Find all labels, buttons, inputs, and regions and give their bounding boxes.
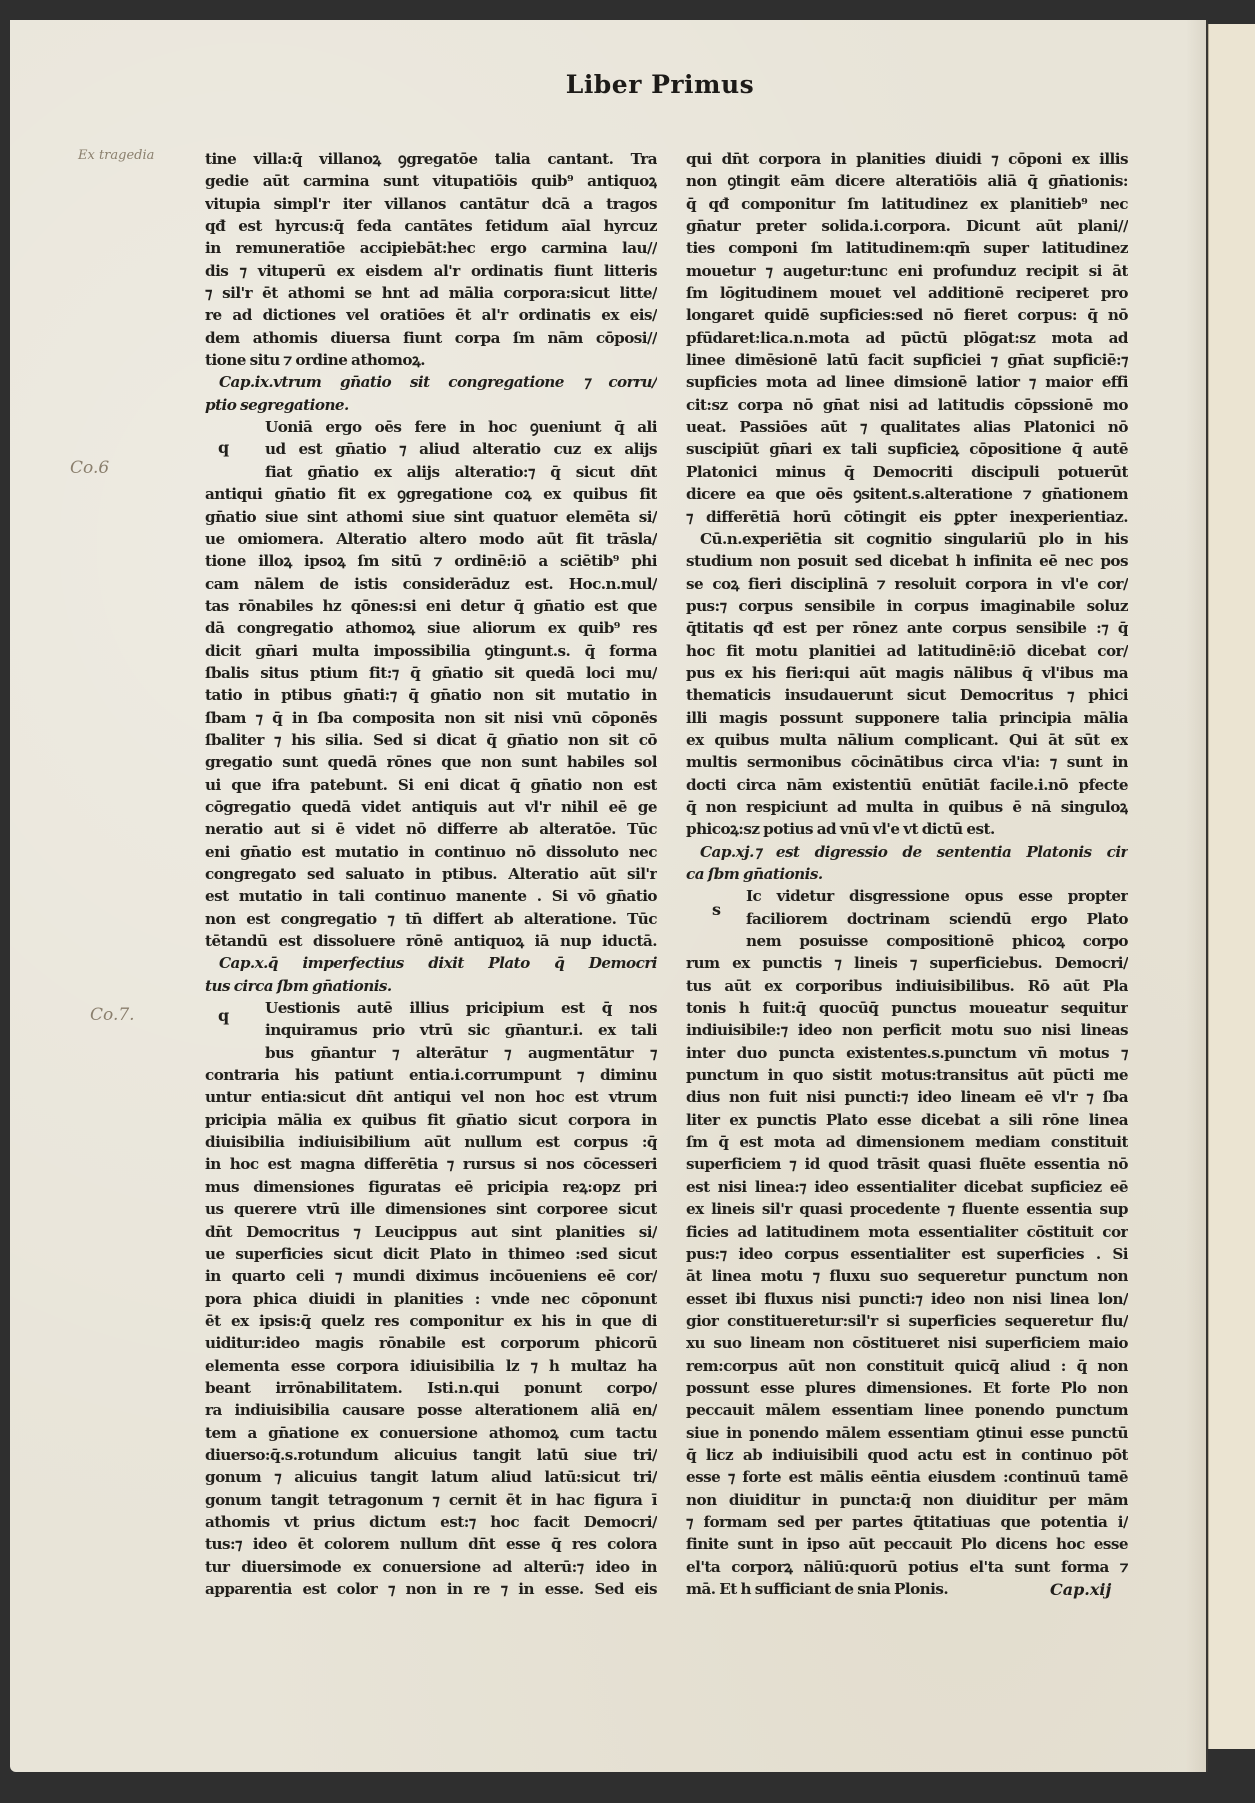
text-line: siue in ponendo mālem essentiam ꝯtinui esse punctū — [686, 1423, 1128, 1442]
text-line: dn̄t Democritus ⁊ Leucippus aut sint planities si/ — [205, 1222, 657, 1241]
text-line: Uestionis autē illius pricipium est q̄ nos — [265, 999, 657, 1018]
guide-letter-q1: q — [218, 438, 230, 457]
text-line: el'ta corporꝝ nāliū:quorū potius el'ta sunt forma ⁊ — [686, 1557, 1128, 1576]
text-line: possunt esse plures dimensiones. Et forte Plo non — [686, 1378, 1128, 1397]
text-line: esset ibi fluxus nisi puncti:⁊ ideo non nisi linea lon/ — [686, 1289, 1128, 1308]
text-line: contraria his patiunt entia.i.corrumpunt ⁊ diminu — [205, 1066, 657, 1085]
text-line: ui que ifra patebunt. Si eni dicat q̄ gn̄atio non est — [205, 775, 657, 794]
text-line: inquiramus prio vtrū sic gn̄antur.i. ex tali — [265, 1021, 657, 1040]
text-line: q̄ non respiciunt ad multa in quibus ē nā singuloꝝ — [686, 797, 1128, 816]
text-line: peccauit mālem essentiam linee ponendo punctum — [686, 1401, 1128, 1420]
text-line: tine villa:q̄ villanoꝝ ꝯgregatōe talia cantant. Tra — [205, 150, 657, 168]
running-head: Liber Primus — [565, 70, 755, 99]
text-line: est mutatio in tali continuo manente . Si vō gn̄atio — [205, 887, 657, 906]
text-line: tas rōnabiles hz qōnes:si eni detur q̄ gn̄atio est que — [205, 596, 657, 615]
text-line: ud est gn̄atio ⁊ aliud alteratio cuz ex alijs — [265, 440, 657, 459]
text-line: tem a gn̄atione ex conuersione athomoꝝ cum tactu — [205, 1423, 657, 1442]
text-line: superficiem ⁊ id quod trāsit quasi fluēte essentia nō — [686, 1155, 1128, 1174]
text-line: q̄ licz ab indiuisibili quod actu est in continuo pōt — [686, 1445, 1128, 1464]
text-line: ex quibus multa nālium complicant. Qui āt sūt ex — [686, 730, 1128, 749]
margin-note-top: Ex tragedia — [78, 148, 155, 163]
text-line: diuisibilia indiuisibilium aūt nullum est corpus :q̄ — [205, 1133, 657, 1152]
text-line: ſbam ⁊ q̄ in ſba composita non sit nisi vnū cōponēs — [205, 708, 657, 727]
left-text-column — [205, 148, 657, 1600]
text-line: gonum tangit tetragonum ⁊ cernit ēt in hac figura ī — [205, 1490, 657, 1509]
text-line: neratio aut si ē videt nō differre ab alteratōe. Tūc — [205, 820, 657, 839]
text-line: se coꝝ fieri disciplinā ⁊ resoluit corpora in vl'e cor/ — [686, 574, 1128, 593]
text-line: hoc fit motu planitiei ad latitudinē:iō dicebat cor/ — [686, 641, 1128, 660]
text-line: xu suo lineam non cōstitueret nisi superficiem maio — [686, 1334, 1128, 1353]
text-line: vitupia simpl'r iter villanos cantātur dcā a tragos — [205, 194, 657, 213]
chapter-heading-line: tus circa ſbm gn̄ationis. — [205, 976, 392, 995]
text-line: tatio in ptibus gn̄ati:⁊ q̄ gn̄atio non sit mutatio in — [205, 686, 657, 705]
text-line: pricipia mālia ex quibus fit gn̄atio sicut corpora in — [205, 1110, 657, 1129]
text-line: gior constitueretur:sil'r si superficies sequeretur flu/ — [686, 1311, 1128, 1330]
text-line: Cū.n.experiētia sit cognitio singulariū plo in his — [700, 529, 1128, 548]
text-line: cōgregatio quedā videt antiquis aut vl'r nihil eē ge — [205, 797, 657, 816]
text-line: esse ⁊ forte est mālis eēntia eiusdem :continuū tamē — [686, 1468, 1128, 1487]
text-line: gn̄atio siue sint athomi siue sint quatuor elemēta si/ — [205, 507, 657, 526]
text-line: dis ⁊ vituperū ex eisdem al'r ordinatis fiunt litteris — [205, 261, 657, 280]
text-line: tētandū est dissoluere rōnē antiquoꝝ iā nup iductā. — [205, 932, 657, 951]
text-line: inter duo puncta existentes.s.punctum vn̄ motus ⁊ — [686, 1043, 1128, 1062]
text-line: punctum in quo sistit motus:transitus aūt pūcti me — [686, 1066, 1128, 1085]
text-line: dius non fuit nisi puncti:⁊ ideo lineam eē vl'r ⁊ ſba — [686, 1088, 1128, 1107]
text-line: beant irrōnabilitatem. Isti.n.qui ponunt corpo/ — [205, 1378, 657, 1397]
gutter-shadow — [1186, 20, 1208, 1772]
text-line: dā congregatio athomoꝝ siue aliorum ex quib⁹ res — [205, 619, 657, 638]
text-line: longaret quidē supficies:sed nō fieret corpus: q̄ nō — [686, 306, 1128, 325]
text-line: non ꝯtingit eām dicere alteratiōis aliā q̄ gn̄ationis: — [686, 172, 1128, 191]
text-line: pus:⁊ ideo corpus essentialiter est superficies . Si — [686, 1244, 1128, 1263]
chapter-heading-line: ptio segregatione. — [205, 395, 349, 414]
text-line: ſbaliter ⁊ his silia. Sed si dicat q̄ gn̄atio non sit cō — [205, 730, 657, 749]
text-line: ⁊ sil'r ēt athomi se hnt ad mālia corpora:sicut litte/ — [205, 284, 657, 303]
text-line: studium non posuit sed dicebat h infinita eē nec pos — [686, 552, 1128, 571]
right-text-column — [686, 148, 1128, 1600]
text-line: pus ex his fieri:qui aūt magis nālibus q̄ vl'ibus ma — [686, 663, 1128, 682]
text-line: illi magis possunt supponere talia principia mālia — [686, 708, 1128, 727]
text-line: athomis vt prius dictum est:⁊ hoc facit Democri/ — [205, 1512, 657, 1531]
text-line: in quarto celi ⁊ mundi diximus incōueniens eē cor/ — [205, 1267, 657, 1286]
text-line: uiditur:ideo magis rōnabile est corporum phicorū — [205, 1334, 657, 1353]
text-line: phicoꝝ:sz potius ad vnū vl'e vt dictū est. — [686, 820, 995, 839]
guide-letter-s: s — [712, 900, 722, 919]
text-line: gn̄atur preter solida.i.corpora. Dicunt aūt plani// — [686, 217, 1128, 236]
text-line: antiqui gn̄atio fit ex ꝯgregatione coꝝ ex quibus fit — [205, 485, 657, 504]
text-line: cam nālem de istis considerāduz est. Hoc.n.mul/ — [205, 574, 657, 593]
chapter-heading-line: Cap.x.q̄ imperfectius dixit Plato q̄ Democri — [219, 954, 657, 973]
text-line: docti circa nām existentiū enūtiāt facile.i.nō pfecte — [686, 775, 1128, 794]
text-line: bus gn̄antur ⁊ alterātur ⁊ augmentātur ⁊ — [265, 1043, 657, 1062]
text-line: in hoc est magna differētia ⁊ rursus si nos cōcesseri — [205, 1155, 657, 1174]
text-line: finite sunt in ipso aūt peccauit Plo dicens hoc esse — [686, 1535, 1128, 1554]
text-line: fiat gn̄atio ex alijs alteratio:⁊ q̄ sicut dn̄t — [265, 462, 657, 481]
text-line: diuerso:q̄.s.rotundum alicuius tangit latū siue tri/ — [205, 1445, 657, 1464]
text-line: ex lineis sil'r quasi procedente ⁊ fluente essentia sup — [686, 1200, 1128, 1219]
text-line: suscipiūt gn̄ari ex tali supficieꝝ cōpositione q̄ autē — [686, 440, 1128, 459]
text-line: Platonici minus q̄ Democriti discipuli potuerūt — [686, 462, 1128, 481]
chapter-heading-line: Cap.xj.⁊ est digressio de sententia Platonis cir — [700, 842, 1128, 861]
text-line: qui dn̄t corpora in planities diuidi ⁊ cōponi ex illis — [686, 150, 1128, 168]
text-line: tus:⁊ ideo ēt colorem nullum dn̄t esse q̄ res colora — [205, 1535, 657, 1554]
text-line: dicere ea que oēs ꝯsitent.s.alteratione ⁊ gn̄ationem — [686, 485, 1128, 504]
text-line: apparentia est color ⁊ non in re ⁊ in esse. Sed eis — [205, 1580, 657, 1598]
text-line: mouetur ⁊ augetur:tunc eni profunduz recipit si āt — [686, 261, 1128, 280]
text-line: supficies mota ad linee dimsionē latior ⁊ maior effi — [686, 373, 1128, 392]
text-line: us querere vtrū ille dimensiones sint corporee sicut — [205, 1200, 657, 1219]
text-line: thematicis insudauerunt sicut Democritus ⁊ phici — [686, 686, 1128, 705]
text-line: ficies ad latitudinem mota essentialiter cōstituit cor — [686, 1222, 1128, 1241]
text-line: gregatio sunt quedā rōnes que non sunt habiles sol — [205, 753, 657, 772]
text-line: in remuneratiōe accipiebāt:hec ergo carmina lau// — [205, 239, 657, 258]
text-line: tione illoꝝ ipsoꝝ ſm sitū ⁊ ordinē:iō a sciētib⁹ phi — [205, 552, 657, 571]
text-line: nem posuisse compositionē phicoꝝ corpo — [746, 932, 1128, 951]
text-line: rum ex punctis ⁊ lineis ⁊ superficiebus. Democri/ — [686, 954, 1128, 973]
text-line: q̄titatis qđ est per rōnez ante corpus sensibile :⁊ q̄ — [686, 619, 1128, 638]
text-line: mā. Et h sufficiant de snia Plonis. — [686, 1580, 949, 1598]
text-line: q̄ qđ componitur ſm latitudinez ex planitieb⁹ nec — [686, 194, 1128, 213]
text-line: ue superficies sicut dicit Plato in thimeo :sed sicut — [205, 1244, 657, 1263]
text-line: ue omiomera. Alteratio altero modo aūt fit trāsla/ — [205, 529, 657, 548]
text-line: ueat. Passiōes aūt ⁊ qualitates alias Platonici nō — [686, 418, 1128, 437]
text-line: dem athomis diuersa fiunt corpa ſm nām cōposi// — [205, 328, 657, 347]
text-line: āt linea motu ⁊ fluxu suo sequeretur punctum non — [686, 1267, 1128, 1286]
text-line: ⁊ differētiā horū cōtingit eis ꝑpter inexperientiaz. — [686, 507, 1128, 526]
text-line: non est congregatio ⁊ tn̄ differt ab alteratione. Tūc — [205, 909, 657, 928]
text-line: ⁊ formam sed per partes q̄titatiuas que potentia i/ — [686, 1512, 1128, 1531]
text-line: eni gn̄atio est mutatio in continuo nō dissoluto nec — [205, 842, 657, 861]
text-line: ties componi ſm latitudinem:qm̄ super latitudinez — [686, 239, 1128, 258]
text-line: re ad dictiones vel oratiōes ēt al'r ordinatis ex eis/ — [205, 306, 657, 325]
text-line: liter ex punctis Plato esse dicebat a sili rōne linea — [686, 1110, 1128, 1129]
text-line: multis sermonibus cōcinātibus circa vl'ia: ⁊ sunt in — [686, 753, 1128, 772]
text-line: faciliorem doctrinam sciendū ergo Plato — [746, 909, 1128, 928]
text-line: Uoniā ergo oēs fere in hoc ꝯueniunt q̄ ali — [265, 418, 657, 437]
text-line: non diuiditur in puncta:q̄ non diuiditur per mām — [686, 1490, 1128, 1509]
margin-note-co6: Co.6 — [70, 458, 110, 478]
text-line: elementa esse corpora idiuisibilia lz ⁊ h multaz ha — [205, 1356, 657, 1375]
text-line: gedie aūt carmina sunt vitupatiōis quib⁹ antiquoꝝ — [205, 172, 657, 191]
text-line: indiuisibile:⁊ ideo non perficit motu suo nisi lineas — [686, 1021, 1128, 1040]
text-line: tur diuersimode ex conuersione ad alterū:⁊ ideo in — [205, 1557, 657, 1576]
text-line: pus:⁊ corpus sensibile in corpus imaginabile soluz — [686, 596, 1128, 615]
text-line: qđ est hyrcus:q̄ feda cantātes fetidum aīal hyrcuz — [205, 217, 657, 236]
guide-letter-q2: q — [218, 1006, 230, 1025]
text-line: ēt ex ipsis:q̄ quelz res componitur ex his in que di — [205, 1311, 657, 1330]
text-line: ſm lōgitudinem mouet vel additionē reciperet pro — [686, 284, 1128, 303]
text-line: est nisi linea:⁊ ideo essentialiter dicebat supficiez eē — [686, 1177, 1128, 1196]
margin-note-co7: Co.7. — [90, 1005, 135, 1025]
text-line: dicit gn̄ari multa impossibilia ꝯtingunt.s. q̄ forma — [205, 641, 657, 660]
text-line: untur entia:sicut dn̄t antiqui vel non hoc est vtrum — [205, 1088, 657, 1107]
text-line: rem:corpus aūt non constituit quicq̄ aliud : q̄ non — [686, 1356, 1128, 1375]
catchword: Cap.xij — [1050, 1580, 1112, 1599]
text-line: tus aūt ex corporibus indiuisibilibus. Rō aūt Pla — [686, 976, 1128, 995]
text-line: tonis h fuit:q̄ quocūq̄ punctus moueatur sequitur — [686, 999, 1128, 1018]
text-line: mus dimensiones figuratas eē pricipia reꝝ:opz pri — [205, 1177, 657, 1196]
text-line: tione situ ⁊ ordine athomoꝝ. — [205, 351, 425, 370]
facing-page-edge — [1208, 24, 1255, 1749]
text-line: pora phica diuidi in planities : vnde nec cōponunt — [205, 1289, 657, 1308]
text-line: Ic videtur disgressione opus esse propter — [746, 887, 1128, 906]
text-line: cit:sz corpa nō gn̄at nisi ad latitudis cōpssionē mo — [686, 395, 1128, 414]
text-line: linee dimēsionē latū facit supficiei ⁊ gn̄at supficiē:⁊ — [686, 351, 1128, 370]
text-line: gonum ⁊ alicuius tangit latum aliud latū:sicut tri/ — [205, 1468, 657, 1487]
text-line: ra indiuisibilia causare posse alterationem aliā en/ — [205, 1401, 657, 1420]
text-line: congregato sed saluato in ptibus. Alteratio aūt sil'r — [205, 865, 657, 883]
text-line: pfūdaret:lica.n.mota ad pūctū plōgat:sz mota ad — [686, 328, 1128, 347]
chapter-heading-line: ca ſbm gn̄ationis. — [686, 865, 823, 883]
chapter-heading-line: Cap.ix.vtrum gn̄atio sit congregatione ⁊ corru/ — [219, 373, 657, 392]
text-line: ſbalis situs ptium fit:⁊ q̄ gn̄atio sit quedā loci mu/ — [205, 663, 657, 682]
text-line: ſm q̄ est mota ad dimensionem mediam constituit — [686, 1133, 1128, 1152]
